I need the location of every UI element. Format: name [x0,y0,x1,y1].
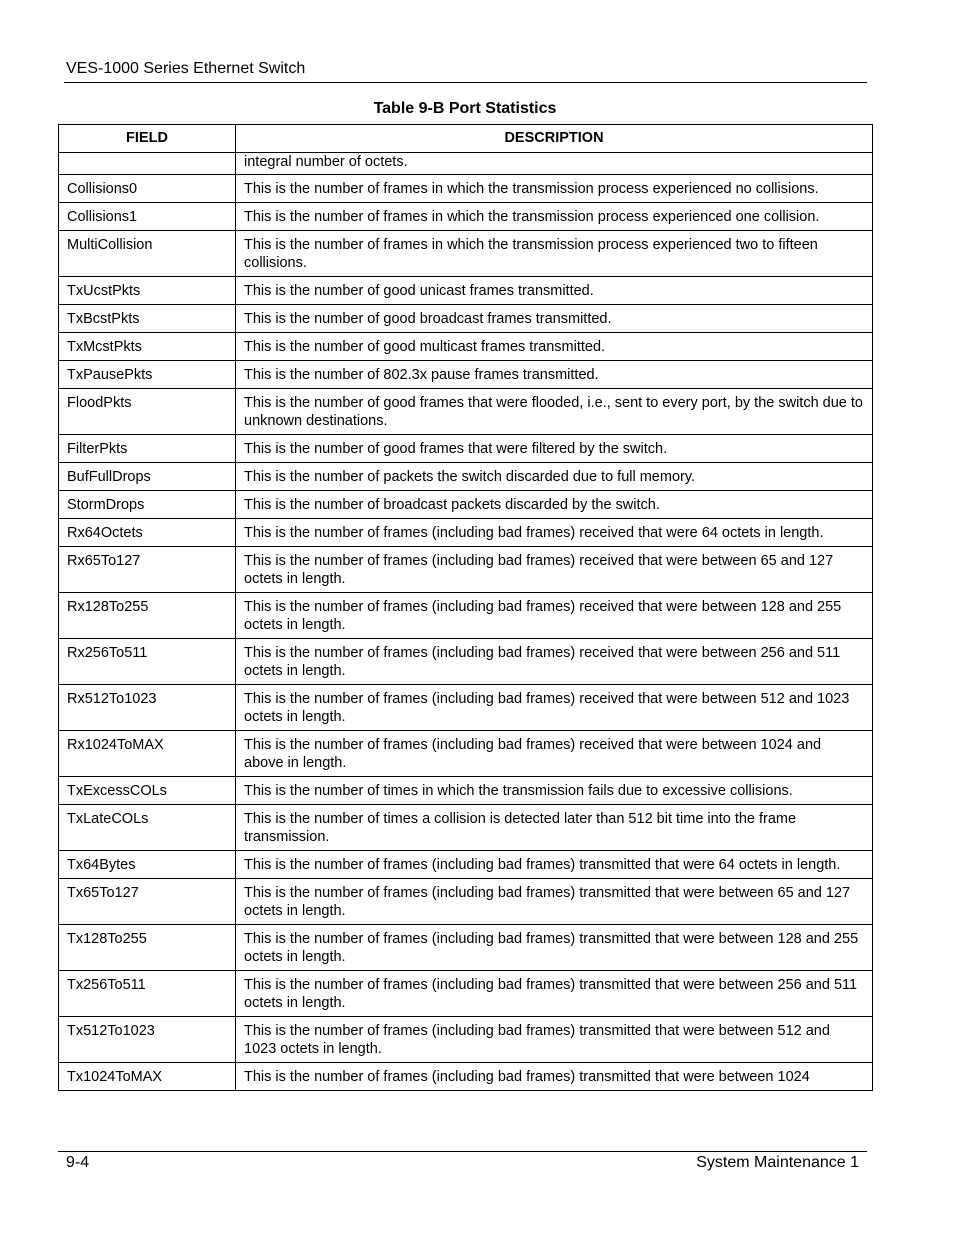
table-row [59,519,873,547]
table-row [59,463,873,491]
table-cell-field [59,153,236,175]
table-row [59,851,873,879]
table-cell-description: integral number of octets. [236,153,873,175]
table-cell-field: Collisions0 [59,175,236,203]
table-cell-description: This is the number of frames (including bad frames) received that were between 128 and 255 octets in length. [236,593,873,639]
table-row [59,639,873,685]
table-row [59,361,873,389]
table-cell-field: TxBcstPkts [59,305,236,333]
table-cell-field: StormDrops [59,491,236,519]
table-cell-field: BufFullDrops [59,463,236,491]
table-row [59,435,873,463]
table-cell-description: This is the number of frames (including bad frames) transmitted that were between 65 and 127 octets in length. [236,879,873,925]
footer-divider [58,1151,867,1152]
table-cell-field: Rx512To1023 [59,685,236,731]
table-cell-description: This is the number of good unicast frames transmitted. [236,277,873,305]
table-cell-field: Rx256To511 [59,639,236,685]
table-cell-field: TxLateCOLs [59,805,236,851]
table-cell-field: TxUcstPkts [59,277,236,305]
table-row [59,805,873,851]
table-cell-field: Tx1024ToMAX [59,1063,236,1091]
table-row [59,731,873,777]
table-cell-description: This is the number of good multicast frames transmitted. [236,333,873,361]
table-cell-description: This is the number of frames (including bad frames) transmitted that were between 256 and 511 octets in length. [236,971,873,1017]
table-row [59,593,873,639]
header-divider [64,82,867,83]
table-cell-description: This is the number of good broadcast frames transmitted. [236,305,873,333]
table-row [59,547,873,593]
table-cell-field: Tx512To1023 [59,1017,236,1063]
table-row-continuation [59,153,873,175]
table-cell-description: This is the number of frames (including bad frames) transmitted that were 64 octets in length. [236,851,873,879]
table-cell-description: This is the number of frames in which the transmission process experienced two to fifteen collisions. [236,231,873,277]
table-cell-description: This is the number of frames (including bad frames) transmitted that were between 1024 [236,1063,873,1091]
table-cell-description: This is the number of times a collision is detected later than 512 bit time into the frame transmission. [236,805,873,851]
table-row [59,175,873,203]
table-row [59,971,873,1017]
table-cell-field: FilterPkts [59,435,236,463]
table-row [59,333,873,361]
table-cell-description: This is the number of frames (including bad frames) transmitted that were between 128 and 255 octets in length. [236,925,873,971]
table-cell-description: This is the number of broadcast packets discarded by the switch. [236,491,873,519]
table-row [59,491,873,519]
table-cell-description: This is the number of frames (including bad frames) transmitted that were between 512 and 1023 octets in length. [236,1017,873,1063]
table-cell-field: Rx65To127 [59,547,236,593]
table-cell-field: Rx128To255 [59,593,236,639]
table-cell-field: Rx1024ToMAX [59,731,236,777]
port-statistics-table [58,124,873,1091]
table-cell-field: Tx128To255 [59,925,236,971]
table-row [59,925,873,971]
table-header-row [59,125,873,153]
table-row [59,777,873,805]
table-cell-field: Rx64Octets [59,519,236,547]
table-cell-field: TxPausePkts [59,361,236,389]
table-cell-description: This is the number of good frames that were filtered by the switch. [236,435,873,463]
table-cell-field: Tx64Bytes [59,851,236,879]
table-cell-description: This is the number of good frames that were flooded, i.e., sent to every port, by the switch due to unknown destinations. [236,389,873,435]
table-row [59,685,873,731]
running-header-title: VES-1000 Series Ethernet Switch [66,60,306,77]
table-row [59,879,873,925]
table-cell-field: Tx256To511 [59,971,236,1017]
table-cell-field: Tx65To127 [59,879,236,925]
table-row [59,1063,873,1091]
table-caption: Table 9-B Port Statistics [373,100,557,117]
table-cell-description: This is the number of frames in which the transmission process experienced no collisions. [236,175,873,203]
table-row [59,231,873,277]
table-cell-description: This is the number of frames (including bad frames) received that were between 65 and 127 octets in length. [236,547,873,593]
table-cell-field: MultiCollision [59,231,236,277]
table-row [59,305,873,333]
column-header-field: FIELD [59,125,236,153]
table-cell-description: This is the number of frames in which the transmission process experienced one collision. [236,203,873,231]
table-cell-description: This is the number of frames (including bad frames) received that were 64 octets in length. [236,519,873,547]
table-cell-field: FloodPkts [59,389,236,435]
table-cell-description: This is the number of packets the switch discarded due to full memory. [236,463,873,491]
table-cell-description: This is the number of frames (including bad frames) received that were between 256 and 511 octets in length. [236,639,873,685]
table-row [59,389,873,435]
table-cell-description: This is the number of frames (including bad frames) received that were between 512 and 1023 octets in length. [236,685,873,731]
table-row [59,277,873,305]
table-row [59,1017,873,1063]
table-cell-field: TxExcessCOLs [59,777,236,805]
table-cell-description: This is the number of times in which the transmission fails due to excessive collisions. [236,777,873,805]
footer-section-title: System Maintenance 1 [696,1154,859,1171]
table-cell-field: Collisions1 [59,203,236,231]
column-header-description: DESCRIPTION [236,125,873,153]
table-row [59,203,873,231]
page-number: 9-4 [66,1154,90,1171]
table-cell-field: TxMcstPkts [59,333,236,361]
table-cell-description: This is the number of frames (including bad frames) received that were between 1024 and above in length. [236,731,873,777]
table-cell-description: This is the number of 802.3x pause frames transmitted. [236,361,873,389]
